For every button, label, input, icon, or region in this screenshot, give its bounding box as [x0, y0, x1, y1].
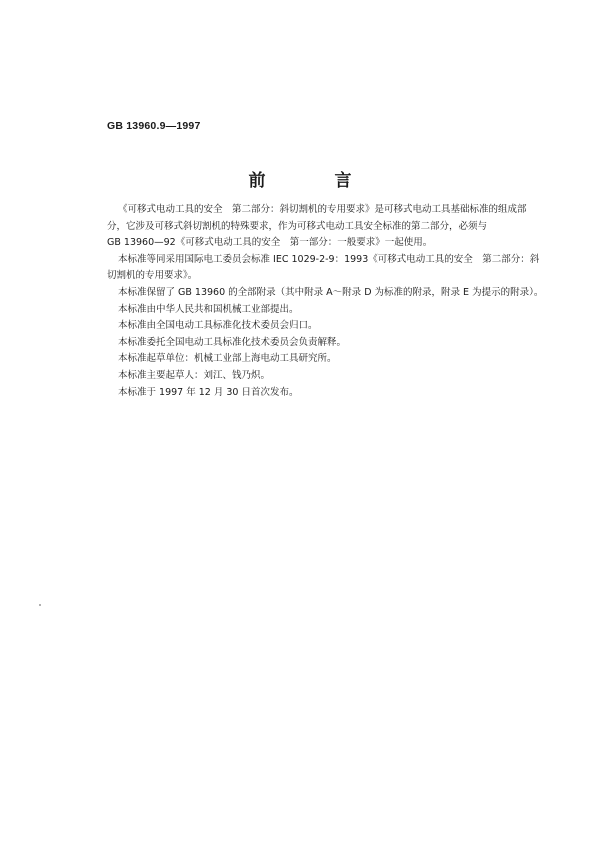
- paragraph-line: 本标准主要起草人：刘江、钱乃炽。: [118, 369, 271, 381]
- page-title: 前 言: [248, 171, 378, 191]
- paragraph-line: 本标准由全国电动工具标准化技术委员会归口。: [118, 320, 318, 332]
- paragraph-line: 本标准等同采用国际电工委员会标准 IEC 1029-2-9：1993《可移式电动工具的安全 第二部分：斜: [118, 253, 540, 265]
- scan-speck: [39, 604, 41, 606]
- document-body: [107, 202, 544, 401]
- paragraph-line: 本标准起草单位：机械工业部上海电动工具研究所。: [118, 353, 337, 365]
- paragraph-appendix: [107, 285, 544, 302]
- standard-code: GB 13960.9—1997: [107, 120, 201, 132]
- paragraph-line: 本标准由中华人民共和国机械工业部提出。: [118, 303, 299, 315]
- paragraph-committee: [107, 318, 533, 335]
- paragraph-equivalence: [107, 252, 540, 285]
- paragraph-line: 本标准于 1997 年 12 月 30 日首次发布。: [118, 386, 299, 398]
- paragraph-line: 本标准委托全国电动工具标准化技术委员会负责解释。: [118, 336, 347, 348]
- paragraph-proposer: [107, 302, 533, 319]
- paragraph-purpose: [107, 202, 533, 252]
- paragraph-release-date: [107, 385, 533, 402]
- paragraph-line: 本标准保留了 GB 13960 的全部附录（其中附录 A～附录 D 为标准的附录，附录 E 为提示的附录）。: [118, 286, 544, 298]
- paragraph-interpretation: [107, 335, 533, 352]
- paragraph-drafters: [107, 368, 533, 385]
- paragraph-drafting-unit: [107, 351, 533, 368]
- paragraph-line: GB 13960—92《可移式电动工具的安全 第一部分：一般要求》一起使用。: [107, 237, 433, 249]
- paragraph-line: 分，它涉及可移式斜切割机的特殊要求，作为可移式电动工具安全标准的第二部分，必须与: [107, 220, 488, 232]
- paragraph-line: 切割机的专用要求》。: [107, 270, 198, 282]
- paragraph-line: 《可移式电动工具的安全 第二部分：斜切割机的专用要求》是可移式电动工具基础标准的组成部: [118, 204, 527, 215]
